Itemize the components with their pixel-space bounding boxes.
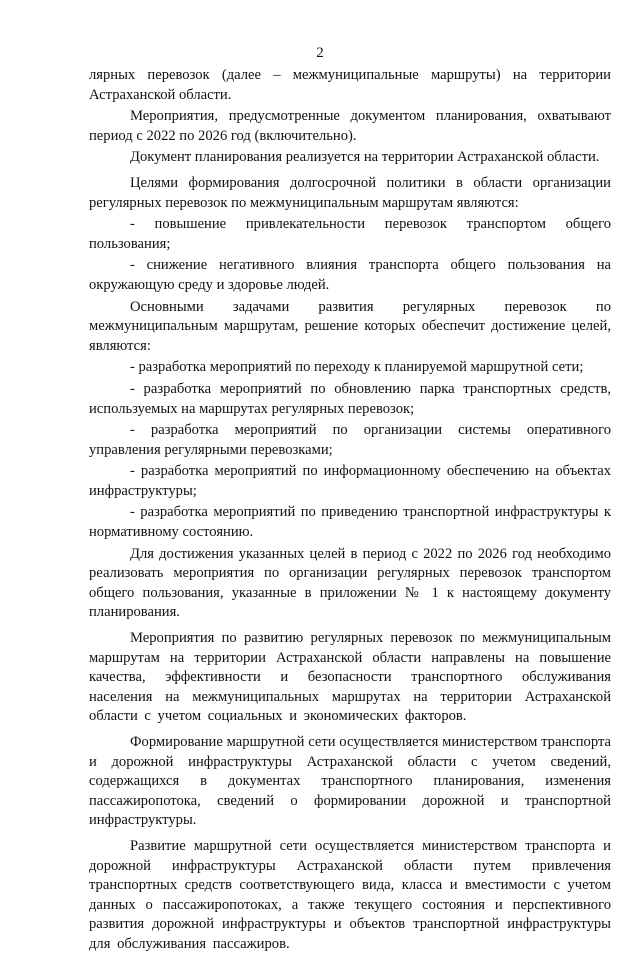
paragraph: Развитие маршрутной сети осуществляется министерством транспорта и дорожной инфраструктуры Астраханской области путем привлечения транспортных средств соответствующего вида, класса и вместимости с учетом данных о пассажиропотоках, а также текущего состояния и перспективного развития дорожной инфраструктуры и объектов транспортной инфраструктуры для обслуживания пассажиров.	[89, 837, 611, 952]
list-item: - разработка мероприятий по организации системы оперативного управления регулярными перевозками;	[89, 422, 611, 458]
list-item: - разработка мероприятий по обновлению парка транспортных средств, используемых на маршрутах регулярных перевозок;	[89, 380, 611, 417]
list-item: - разработка мероприятий по переходу к планируемой маршрутной сети;	[130, 359, 584, 376]
list-item: - разработка мероприятий по информационному обеспечению на объектах инфраструктуры;	[89, 463, 611, 499]
paragraph: Мероприятия по развитию регулярных перевозок по межмуниципальным маршрутам на территории Астраханской области направлены на повышение качества, эффективности и безопасности транспортного обслуживания населения на межмуниципальных маршрутах на территории Астраханской области с учетом социальных и экономических факторов.	[89, 630, 611, 725]
list-item: - снижение негативного влияния транспорта общего пользования на окружающую среду и здоровье людей.	[89, 257, 611, 293]
paragraph: лярных перевозок (далее – межмуниципальные маршруты) на территории Астраханской области.	[89, 67, 611, 103]
paragraph: Документ планирования реализуется на территории Астраханской области.	[130, 149, 600, 166]
paragraph: Для достижения указанных целей в период с 2022 по 2026 год необходимо реализовать мероприятия по организации регулярных перевозок транспортом общего пользования, указанные в приложении № 1 к настоящему документу планирования.	[89, 545, 611, 621]
paragraph: Целями формирования долгосрочной политики в области организации регулярных перевозок по межмуниципальным маршрутам являются:	[89, 174, 611, 211]
page-number: 2	[316, 45, 324, 61]
list-item: - разработка мероприятий по приведению транспортной инфраструктуры к нормативному состоянию.	[89, 504, 611, 541]
document-body	[89, 66, 611, 957]
list-item: - повышение привлекательности перевозок транспортом общего пользования;	[89, 216, 611, 252]
paragraph: Формирование маршрутной сети осуществляется министерством транспорта и дорожной инфраструктуры Астраханской области с учетом сведений, содержащихся в документах транспортного планирования, изменения пассажиропотока, сведений о формировании дорожной и транспортной инфраструктуры.	[89, 734, 611, 829]
paragraph: Мероприятия, предусмотренные документом планирования, охватывают период с 2022 по 2026 год (включительно).	[89, 108, 611, 144]
paragraph: Основными задачами развития регулярных перевозок по межмуниципальным маршрутам, решение которых обеспечит достижение целей, являются:	[89, 298, 611, 354]
